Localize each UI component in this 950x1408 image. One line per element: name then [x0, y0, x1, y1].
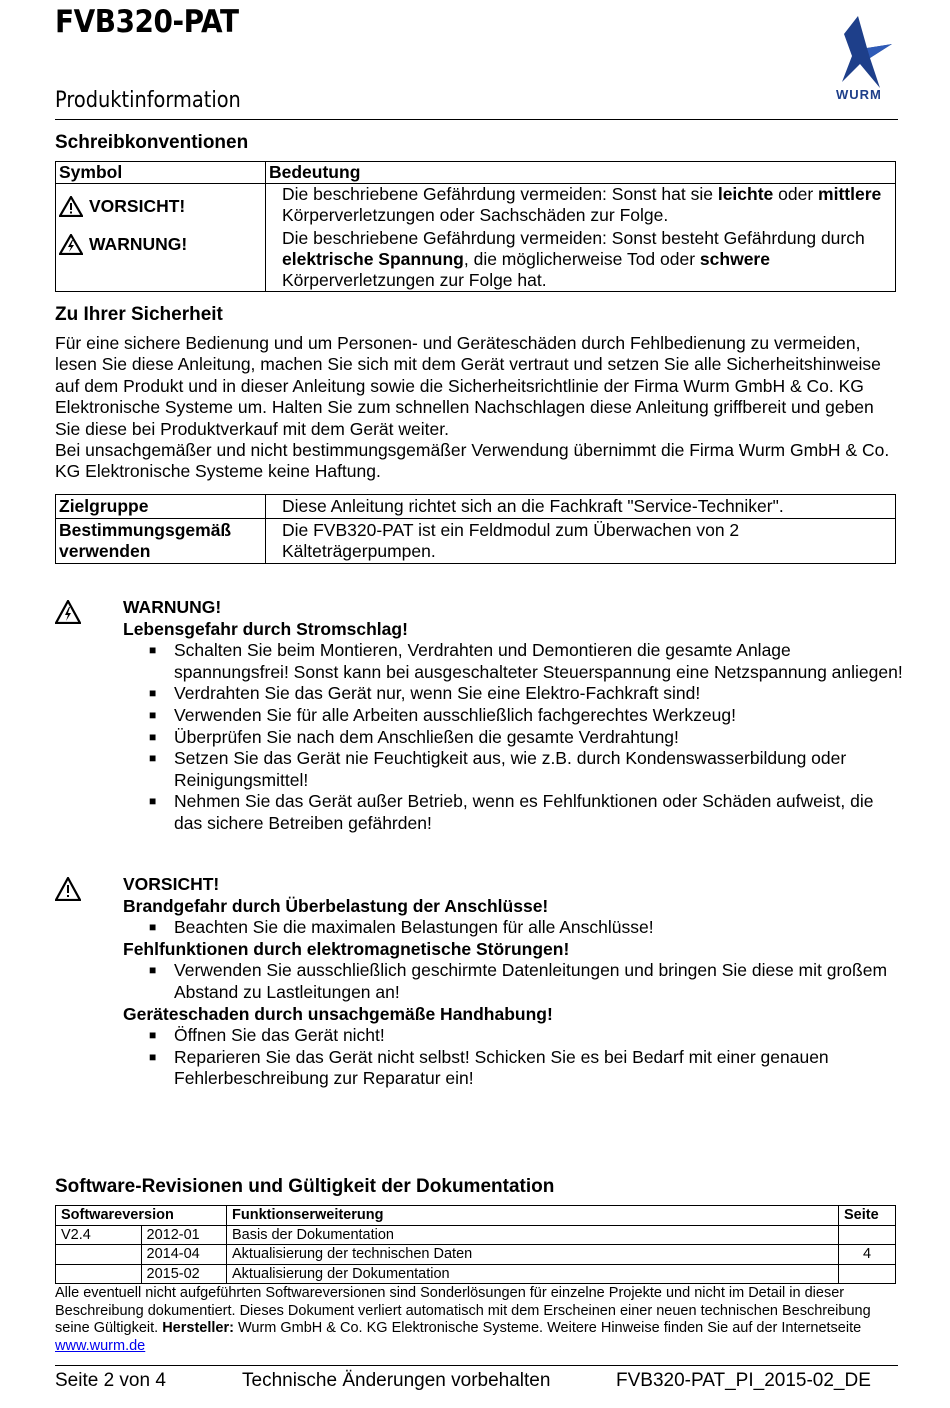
conventions-table: [55, 161, 896, 292]
warning-list: [123, 640, 903, 834]
meaning-cell: [266, 184, 896, 227]
warning-subtitle: Lebensgefahr durch Stromschlag!: [123, 618, 408, 639]
bullet-icon: ■: [149, 643, 157, 658]
symbol-cell: [56, 184, 266, 227]
list-item-text: Verwenden Sie ausschließlich geschirmte Datenleitungen und bringen Sie diese mit großem Abstand zu Lastleitungen an!: [174, 960, 888, 1002]
meaning-emphasis: mittlere: [818, 184, 882, 204]
revisions-heading: Software-Revisionen und Gültigkeit der Dokumentation: [55, 1176, 555, 1197]
bullet-icon: ■: [149, 963, 157, 978]
change-cell: Aktualisierung der technischen Daten: [227, 1245, 839, 1265]
list-item: [123, 1047, 903, 1090]
list-item: [123, 683, 903, 705]
page-cell: [839, 1225, 896, 1245]
list-item: [123, 1025, 903, 1047]
list-item: [123, 960, 903, 1003]
meaning-text: Körperverletzungen oder Sachschäden zur Folge.: [282, 205, 669, 225]
target-label: Zielgruppe: [56, 495, 266, 519]
footer-rule: [55, 1365, 898, 1366]
list-item-text: Setzen Sie das Gerät nie Feuchtigkeit aus, wie z.B. durch Kondenswasserbildung oder Reinigungsmittel!: [174, 748, 847, 790]
date-cell: 2015-02: [141, 1264, 227, 1284]
column-header-page: Seite: [839, 1206, 896, 1226]
table-row: [56, 1264, 896, 1284]
caution-title: VORSICHT!: [123, 874, 220, 894]
meaning-text: Die beschriebene Gefährdung vermeiden: Sonst besteht Gefährdung durch: [282, 228, 865, 248]
change-cell: Aktualisierung der Dokumentation: [227, 1264, 839, 1284]
safety-paragraph: Bei unsachgemäßer und nicht bestimmungsgemäßer Verwendung übernimmt die Firma Wurm GmbH & Co. KG Elektronische Systeme keine Haftung.: [55, 440, 890, 482]
list-item: [123, 791, 903, 834]
bullet-icon: ■: [149, 920, 157, 935]
bullet-icon: ■: [149, 729, 157, 744]
bullet-icon: ■: [149, 707, 157, 722]
website-link[interactable]: www.wurm.de: [55, 1337, 146, 1354]
meaning-text: oder: [773, 184, 819, 204]
bullet-icon: ■: [149, 686, 157, 701]
date-cell: 2012-01: [141, 1225, 227, 1245]
target-value: Diese Anleitung richtet sich an die Fachkraft "Service-Techniker".: [266, 495, 896, 519]
date-cell: 2014-04: [141, 1245, 227, 1265]
page-cell: [839, 1264, 896, 1284]
document-title: FVB320-PAT: [55, 4, 239, 40]
list-item-text: Reparieren Sie das Gerät nicht selbst! Schicken Sie es bei Bedarf mit einer genauen Fehlerbeschreibung zur Reparatur ein!: [174, 1046, 829, 1089]
warning-title: WARNUNG!: [123, 597, 222, 617]
table-row: [56, 1245, 896, 1265]
bullet-icon: ■: [149, 751, 157, 766]
list-item-text: Schalten Sie beim Montieren, Verdrahten und Demontieren die gesamte Anlage spannungsfrei! Sonst kann bei ausgeschalteter Steuerspannung eine Netzspannung anliegen!: [174, 640, 903, 682]
header-rule: [55, 119, 898, 120]
list-item: [123, 748, 903, 791]
caution-heading: Brandgefahr durch Überbelastung der Anschlüsse!: [123, 895, 549, 916]
electric-warning-icon: [55, 600, 81, 624]
list-item: [123, 917, 903, 939]
warning-triangle-icon: [59, 196, 83, 217]
safety-paragraph: Für eine sichere Bedienung und um Personen- und Geräteschäden durch Fehlbedienung zu vermeiden, lesen Sie diese Anleitung, machen Sie sich mit dem Gerät vertraut und setzen Sie alle Sicherheitshinweise auf dem Produkt und in dieser Anleitung sowie die Sicherheitsrichtlinie der Firma Wurm GmbH & Co. KG Elektronische Systeme um. Halten Sie zum schnellen Nachschlagen diese Anleitung griffbereit und geben Sie diese bei Produktverkauf mit dem Gerät weiter.: [55, 333, 881, 439]
version-cell: [56, 1245, 142, 1265]
meaning-text: Die beschriebene Gefährdung vermeiden: Sonst hat sie: [282, 184, 718, 204]
page-cell: 4: [839, 1245, 896, 1265]
change-cell: Basis der Dokumentation: [227, 1225, 839, 1245]
note-text: Wurm GmbH & Co. KG Elektronische Systeme. Weitere Hinweise finden Sie auf der Internetseite: [233, 1320, 862, 1336]
list-item-text: Nehmen Sie das Gerät außer Betrieb, wenn es Fehlfunktionen oder Schäden aufweist, die das sichere Betreiben gefährden!: [174, 791, 874, 833]
footer-notice: Technische Änderungen vorbehalten: [242, 1370, 551, 1391]
bullet-icon: ■: [149, 1049, 157, 1064]
note-manufacturer-label: Hersteller:: [162, 1320, 234, 1336]
meaning-cell: [266, 226, 896, 292]
revisions-table: [55, 1205, 896, 1284]
list-item: [123, 705, 903, 727]
table-row: [56, 184, 896, 227]
meaning-emphasis: elektrische Spannung: [282, 249, 464, 269]
meaning-emphasis: schwere: [699, 249, 770, 269]
table-header-row: [56, 162, 896, 184]
list-item: [123, 727, 903, 749]
table-row: [56, 519, 896, 564]
caution-list: [123, 960, 903, 1003]
bullet-icon: ■: [149, 1028, 157, 1043]
caution-heading: Geräteschaden durch unsachgemäße Handhabung!: [123, 1003, 553, 1024]
meaning-text: Körperverletzungen zur Folge hat.: [282, 270, 547, 290]
table-row: [56, 495, 896, 519]
document-id: FVB320-PAT_PI_2015-02_DE: [616, 1370, 871, 1391]
list-item-text: Verwenden Sie für alle Arbeiten ausschließlich fachgerechtes Werkzeug!: [174, 704, 736, 725]
bullet-icon: ■: [149, 794, 157, 809]
table-row: [56, 226, 896, 292]
note-text: Alle eventuell nicht aufgeführten Softwareversionen sind Sonderlösungen für einzelne Projekte und nicht im Detail in dieser Beschreibung dokumentiert. Dieses Dokument verliert automatisch mit dem Erscheinen einer neuen technischen Beschreibung seine Gültigkeit.: [55, 1285, 871, 1336]
page-number: Seite 2 von 4: [55, 1370, 166, 1391]
safety-heading: Zu Ihrer Sicherheit: [55, 304, 223, 325]
symbol-cell: [56, 226, 266, 292]
document-subtitle: Produktinformation: [55, 88, 241, 113]
caution-block: [123, 874, 903, 1090]
list-item-text: Überprüfen Sie nach dem Anschließen die gesamte Verdrahtung!: [174, 726, 679, 747]
list-item-text: Verdrahten Sie das Gerät nur, wenn Sie eine Elektro-Fachkraft sind!: [174, 683, 701, 704]
column-header-meaning: Bedeutung: [266, 162, 896, 184]
column-header-change: Funktionserweiterung: [227, 1206, 839, 1226]
target-value: Die FVB320-PAT ist ein Feldmodul zum Überwachen von 2 Kälteträgerpumpen.: [266, 519, 896, 564]
safety-text: [55, 333, 900, 483]
target-table: [55, 494, 896, 564]
table-header-row: [56, 1206, 896, 1226]
logo-wordmark: WURM: [836, 87, 882, 102]
symbol-label: VORSICHT!: [89, 196, 186, 216]
validity-note: [55, 1285, 905, 1355]
list-item-text: Beachten Sie die maximalen Belastungen für alle Anschlüsse!: [174, 917, 654, 938]
meaning-emphasis: leichte: [717, 184, 774, 204]
version-cell: [56, 1264, 142, 1284]
caution-heading: Fehlfunktionen durch elektromagnetische Störungen!: [123, 938, 570, 959]
column-header-version: Softwareversion: [56, 1206, 227, 1226]
table-row: [56, 1225, 896, 1245]
list-item-text: Öffnen Sie das Gerät nicht!: [174, 1025, 385, 1046]
list-item: [123, 640, 903, 683]
meaning-text: , die möglicherweise Tod oder: [463, 249, 700, 269]
caution-list: [123, 917, 903, 939]
column-header-symbol: Symbol: [56, 162, 266, 184]
electric-warning-icon: [59, 234, 83, 255]
symbol-label: WARNUNG!: [89, 234, 188, 254]
caution-list: [123, 1025, 903, 1090]
target-label: Bestimmungsgemäß verwenden: [56, 519, 266, 564]
warning-triangle-icon: [55, 877, 81, 901]
warning-block: [123, 597, 903, 835]
conventions-heading: Schreibkonventionen: [55, 132, 249, 153]
version-cell: V2.4: [56, 1225, 142, 1245]
